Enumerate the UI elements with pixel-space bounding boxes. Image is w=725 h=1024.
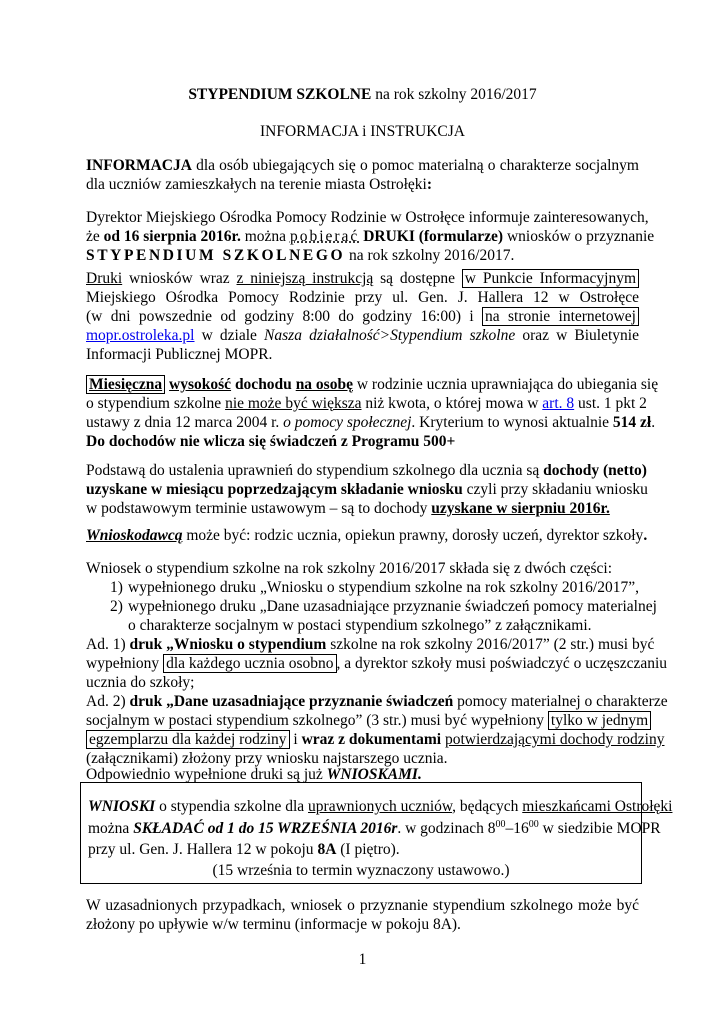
forms-details-paragraph: Ad. 1) druk „Wniosku o stypendium szkolne na rok szkolny 2016/2017” (2 str.) musi być wypełniony dla każdego ucznia osobno , a dyrektor szkoły musi poświadczyć o uczęszczaniu ucznia do szkoły; Ad. 2) druk „Dane uzasadniające przyznanie świadczeń pomocy materialnej o charakterze socjalnym w postaci stypendium szkolnego” (3 str.) musi być wypełniony tylko w jednym egzemplarzu dla każdej rodziny i wraz z dokumentami potwierdzającymi dochody rodziny (załącznikami) złożony przy wniosku najstarszego ucznia. (86, 636, 668, 767)
list-item: 2) wypełnionego druku „Dane uzasadniające przyznanie świadczeń pomocy materialnej (110, 598, 657, 615)
mopr-website-link[interactable]: mopr.ostroleka.pl (86, 327, 195, 344)
info-paragraph: INFORMACJA dla osób ubiegających się o pomoc materialną o charakterze socjalnym dla uczniów zamieszkałych na terenie miasta Ostrołęki: (86, 157, 639, 193)
forms-availability-paragraph: Druki wniosków wraz z niniejszą instrukcją są dostępne w Punkcie Informacyjnym Miejskiego Ośrodka Pomocy Rodzinie przy ul. Gen. J. Hallera 12 w Ostrołęce (w dni powszednie od godziny 8:00 do godziny 16:00) i na stronie internetowej mopr.ostroleka.pl w dziale Nasza działalność>Stypendium szkolne oraz w Biuletynie Informacji Publicznej MOPR. (86, 270, 639, 363)
director-paragraph: Dyrektor Miejskiego Ośrodka Pomocy Rodzinie w Ostrołęce informuje zainteresowanych, że od 16 sierpnia 2016r. można pobierać DRUKI (formularze) wniosków o przyznanie STYPENDIUM SZKOLNEGO na rok szkolny 2016/2017. (86, 209, 655, 264)
list-item: 1) wypełnionego druku „Wniosku o stypendium szkolne na rok szkolny 2016/2017”, (110, 579, 639, 596)
application-parts-intro: Wniosek o stypendium szkolne na rok szkolny 2016/2017 składa się z dwóch części: (86, 560, 613, 577)
applicant-paragraph: Wnioskodawcą może być: rodzic ucznia, opiekun prawny, dorosły uczeń, dyrektor szkoły. (86, 527, 648, 544)
income-basis-paragraph: Podstawą do ustalenia uprawnień do stypendium szkolnego dla ucznia są dochody (netto) uzyskane w miesiącu poprzedzającym składanie wniosku czyli przy składaniu wniosku w podstawowym terminie ustawowym – są to dochody uzyskane w sierpniu 2016r. (86, 462, 648, 517)
late-submission-paragraph: W uzasadnionych przypadkach, wniosek o przyznanie stypendium szkolnego może być złożony po upływie w/w terminu (informacje w pokoju 8A). (86, 897, 639, 933)
income-criterion-paragraph: Miesięczna wysokość dochodu na osobę w rodzinie ucznia uprawniająca do ubiegania się o stypendium szkolne nie może być większa niż kwota, o której mowa w art. 8 ust. 1 pkt 2 ustawy z dnia 12 marca 2004 r. o pomocy społecznej. Kryterium to wynosi aktualnie 514 zł. Do dochodów nie wlicza się świadczeń z Programu 500+ (86, 376, 659, 450)
submission-info-box: WNIOSKI o stypendia szkolne dla uprawnionych uczniów, będących mieszkańcami Ostrołęki można SKŁADAĆ od 1 do 15 WRZEŚNIA 2016r. w godzinach $8^{00}-16^{00}$ w siedzibie MOPR przy ul. Gen. J. Hallera 12 w pokoju 8A (I piętro). (15 września to termin wyznaczony ustawowo.) (80, 782, 642, 884)
completed-forms-paragraph: Odpowiednio wypełnione druki są już WNIOSKAMI. (86, 766, 422, 783)
doc-title: STYPENDIUM SZKOLNE na rok szkolny 2016/2017 (188, 86, 537, 103)
art-8-link[interactable]: art. 8 (542, 395, 575, 412)
page-number: 1 (358, 951, 367, 968)
application-parts-list: 1) wypełnionego druku „Wniosku o stypendium szkolne na rok szkolny 2016/2017”, 2) wypełnionego druku „Dane uzasadniające przyznanie świadczeń pomocy materialnej o charakterze socjalnym w postaci stypendium szkolnego” z załącznikami. (86, 578, 639, 635)
doc-subtitle: INFORMACJA i INSTRUKCJA (260, 123, 465, 140)
